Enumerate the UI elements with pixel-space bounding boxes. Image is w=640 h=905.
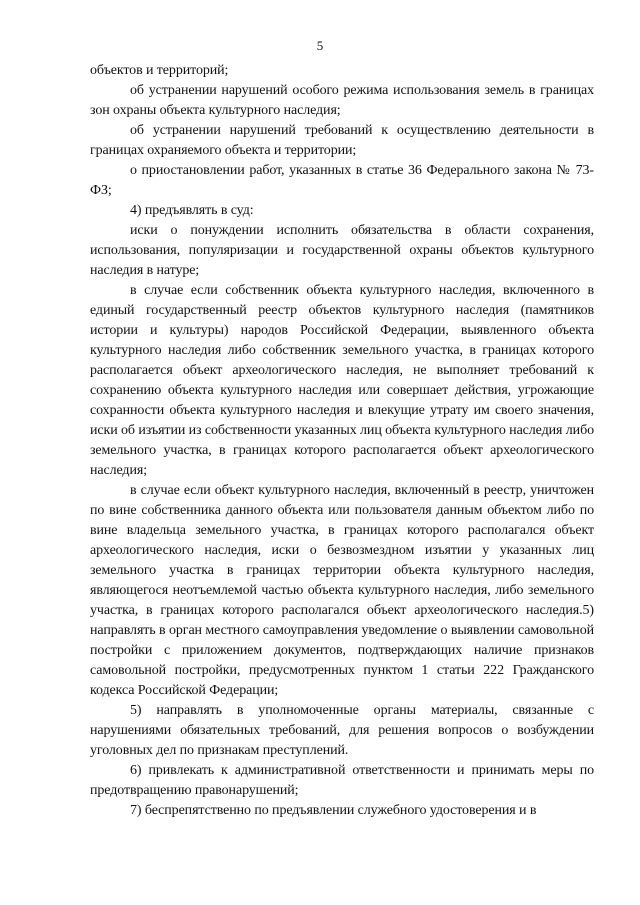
paragraph: 4) предъявлять в суд:	[130, 203, 254, 218]
paragraph: 7) беспрепятственно по предъявлении служебного удостоверения и в	[130, 803, 537, 818]
document-body	[90, 61, 594, 821]
paragraph: в случае если объект культурного наследия, включенный в реестр, уничтожен по вине собственника данного объекта или пользователя данным объектом либо по вине владельца земельного участка, в границах которого располагался объект археологического наследия, иски о безвозмездном изъятии у указанных лиц земельного участка в границах территории объекта культурного наследия, являющегося неотъемлемой частью объекта культурного наследия, либо земельного участка, в границах которого располагался объект археологического наследия.5) направлять в орган местного самоуправления уведомление о выявлении самовольной постройки с приложением документов, подтверждающих наличие признаков самовольной постройки, предусмотренных пунктом 1 статьи 222 Гражданского кодекса Российской Федерации;	[90, 483, 594, 698]
paragraph: иски о понуждении исполнить обязательства в области сохранения, использования, популяризации и государственной охраны объектов культурного наследия в натуре;	[90, 223, 594, 278]
paragraph: о приостановлении работ, указанных в статье 36 Федерального закона № 73-ФЗ;	[90, 163, 594, 198]
paragraph: 5) направлять в уполномоченные органы материалы, связанные с нарушениями обязательных требований, для решения вопросов о возбуждении уголовных дел по признакам преступлений.	[90, 703, 594, 758]
paragraph: 6) привлекать к административной ответственности и принимать меры по предотвращению правонарушений;	[90, 763, 594, 798]
paragraph: объектов и территорий;	[90, 63, 229, 78]
paragraph: об устранении нарушений особого режима использования земель в границах зон охраны объекта культурного наследия;	[90, 83, 594, 118]
paragraph: об устранении нарушений требований к осуществлению деятельности в границах охраняемого объекта и территории;	[90, 123, 594, 158]
paragraph: в случае если собственник объекта культурного наследия, включенного в единый государственный реестр объектов культурного наследия (памятников истории и культуры) народов Российской Федерации, выявленного объекта культурного наследия либо собственник земельного участка, в границах которого располагается объект археологического наследия, не выполняет требований к сохранению объекта культурного наследия или совершает действия, угрожающие сохранности объекта культурного наследия и влекущие утрату им своего значения, иски об изъятии из собственности указанных лиц объекта культурного наследия либо земельного участка, в границах которого располагается объект археологического наследия;	[90, 283, 594, 478]
page-number: 5	[316, 38, 324, 53]
